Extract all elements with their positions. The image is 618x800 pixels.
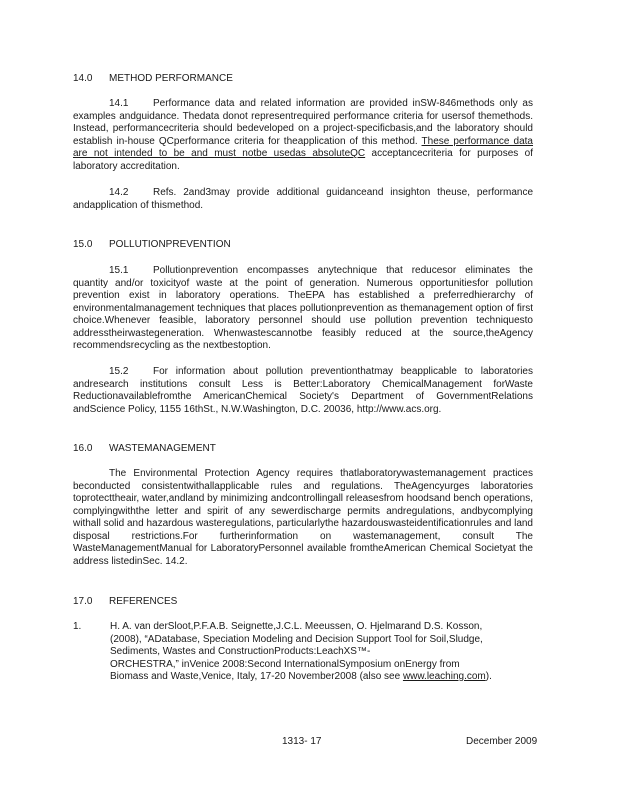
section-number: 16.0 [73, 443, 93, 454]
paragraph-number: 15.1 [109, 265, 129, 276]
paragraph-text: Performance data and related information are provided inSW-846methods only as examples andguidance. Thedata donot representrequired performance criteria for usersof themethods. Instead, performancecriteria should bedeveloped on a project-specificbasis,and the laboratory should establish in-house QCperformance criteria for theapplication of this method. [73, 98, 533, 147]
section-number: 14.0 [73, 73, 93, 84]
underlined-text: These performance data are not intended to be and must notbe usedas absoluteQC [73, 135, 533, 159]
reference-close: ). [485, 671, 492, 682]
reference-1 [73, 621, 535, 685]
section-title: POLLUTIONPREVENTION [109, 239, 231, 250]
paragraph-number: 14.2 [109, 187, 129, 198]
paragraph-text: Refs. 2and3may provide additional guidanceand insighton theuse, performance andapplication of thismethod. [73, 187, 533, 211]
section-17-heading [73, 596, 177, 609]
section-title: METHOD PERFORMANCE [109, 73, 233, 84]
section-15-heading [73, 239, 231, 252]
paragraph-15-2 [73, 366, 533, 416]
paragraph-14-2 [73, 187, 533, 212]
section-title: REFERENCES [109, 596, 178, 607]
reference-line: ORCHESTRA,” inVenice 2008:Second InternationalSymposium onEnergy from [110, 658, 460, 670]
paragraph-text: The Environmental Protection Agency requires thatlaboratorywastemanagement practices beconducted consistentwithallapplicable rules and regulations. TheAgencyurges laboratories toprotecttheair, water,andland by minimizing andcontrollingall releasesfrom hoodsand bench operations, complyingwiththe letter and spirit of any sewerdischarge permits andregulations, andbycomplying withall solid and hazardous wasteregulations, particularlythe hazardouswasteidentificationrules and land disposal restrictions.For furtherinformation on wastemanagement, consult The WasteManagementManual for LaboratoryPersonnel available fromtheAmerican Chemical Societyat the address listedinSec. 14.2. [73, 468, 533, 567]
paragraph-text: For information about pollution preventionthatmay beapplicable to laboratories andresearch institutions consult Less is Better:Laboratory ChemicalManagement forWaste Reductionavailablefromthe AmericanChemical Society's Department of GovernmentRelations andScience Policy, 1155 16thSt., N.W.Washington, D.C. 20036, http://www.acs.org. [73, 366, 533, 415]
leaching-link[interactable]: www.leaching.com [402, 671, 486, 682]
page-number: 1313- 17 [282, 736, 322, 747]
section-number: 17.0 [73, 596, 93, 607]
section-number: 15.0 [73, 239, 93, 250]
paragraph-16 [73, 468, 533, 568]
footer-date: December 2009 [466, 736, 538, 747]
paragraph-number: 15.2 [109, 366, 129, 377]
reference-text [110, 621, 534, 684]
reference-line-text: Biomass and Waste,Venice, Italy, 17-20 November2008 (also see [110, 671, 401, 682]
reference-line [110, 671, 534, 684]
reference-number: 1. [73, 621, 82, 632]
paragraph-number: 14.1 [109, 98, 129, 109]
reference-line: (2008), “ADatabase, Speciation Modeling and Decision Support Tool for Soil,Sludge, [110, 633, 483, 645]
paragraph-text: Pollutionprevention encompasses anytechnique that reducesor eliminates the quantity and/or toxicityof waste at the point of generation. Numerous opportunitiesfor pollution prevention exist in laboratory operations. TheEPA has established a preferredhierarchy of environmentalmanagement techniques that places pollutionprevention as themanagement option of first choice.Whenever feasible, laboratory personnel should use pollution prevention techniquesto addresstheirwastegeneration. Whenwastescannotbe feasibly reduced at the source,theAgency recommendsrecycling as the nextbestoption. [73, 265, 533, 351]
section-14-heading [73, 73, 233, 86]
paragraph-15-1 [73, 265, 533, 353]
section-title: WASTEMANAGEMENT [109, 443, 216, 454]
paragraph-14-1 [73, 98, 533, 173]
reference-line: Sediments, Wastes and ConstructionProducts:LeachXS™- [110, 646, 371, 657]
paragraph-text-tail: acceptancecriteria for purposes of laboratory accreditation. [73, 148, 534, 172]
section-16-heading [73, 443, 216, 456]
reference-line: H. A. van derSloot,P.F.A.B. Seignette,J.C.L. Meeussen, O. Hjelmarand D.S. Kosson, [110, 621, 483, 632]
